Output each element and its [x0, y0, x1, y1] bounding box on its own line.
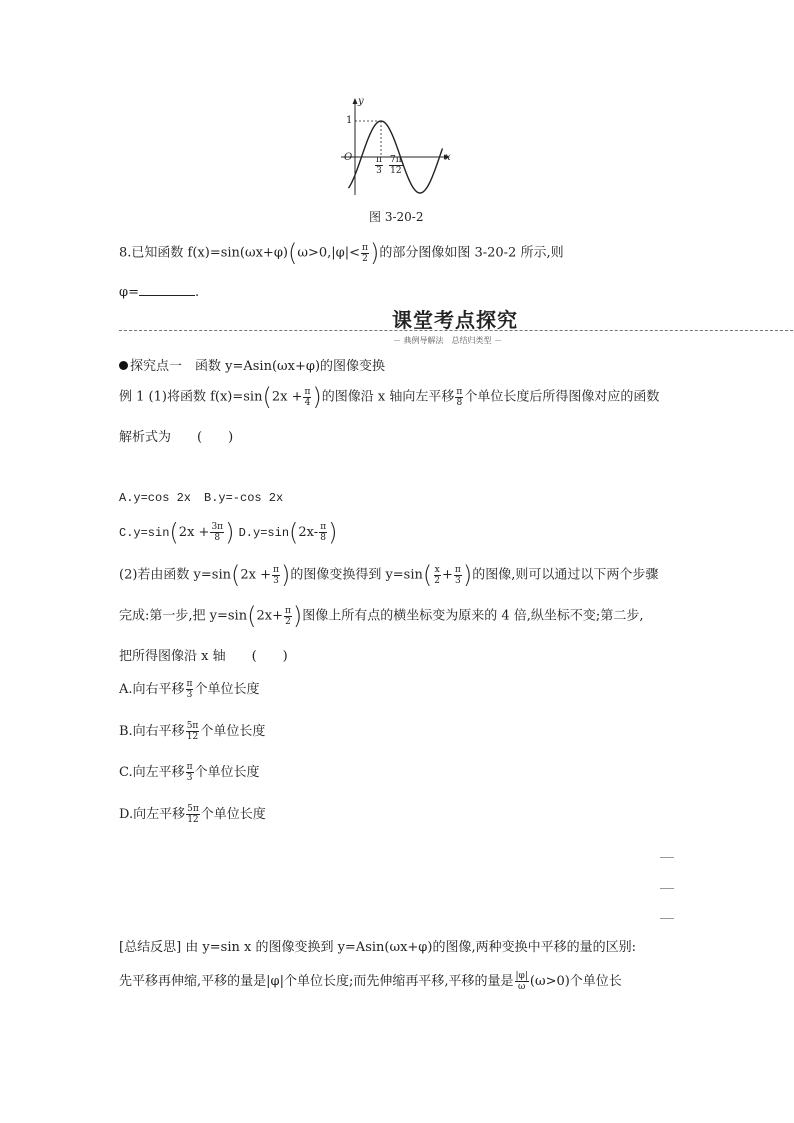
question-8-line1: 8.已知函数 f(x)=sin(ωx+φ)(ω>0,|φ|< $\frac{\pi}{2}$ )的部分图像如图 3-20-2 所示,则: [119, 239, 564, 267]
y-tick-label: 1: [346, 115, 353, 126]
option2-c[interactable]: [119, 761, 260, 783]
option2-d-text: D.向左平移: [119, 807, 186, 822]
topic-heading: [119, 355, 385, 374]
summary-l2-text-b: (ω>0)个单位长: [529, 974, 622, 989]
option-d-arg: 2x-: [298, 524, 319, 540]
example1-part2-line2: 完成:第一步,把 y=sin(2x+ $\frac{\pi}{2}$ )图像上所有点的横坐标变为原来的 4 倍,纵坐标不变;第二步,: [119, 602, 644, 630]
ex1-p2-l2-frac: $\frac{\pi}{2}$: [284, 605, 291, 627]
option2-b-frac: $\frac{5\pi}{12}$: [186, 721, 199, 742]
question-8-line2: [119, 283, 199, 300]
option-c-text: C.y=sin: [119, 525, 170, 540]
option2-b-text: B.向右平移: [119, 724, 185, 739]
option2-d-frac: $\frac{5\pi}{12}$: [187, 804, 199, 825]
option2-a-suffix: 个单位长度: [194, 682, 260, 697]
ex1-p2-frac3: $\frac{\pi}{3}$: [454, 564, 461, 586]
option2-a-frac: $\frac{\pi}{3}$: [186, 679, 193, 700]
y-axis-label: y: [358, 96, 364, 107]
option-b-text: B.y=-cos 2x: [204, 491, 284, 505]
option-a-text: A.y=cos 2x: [119, 491, 192, 505]
ex1-p1-text-a: 例 1 (1)将函数 f(x)=sin: [119, 389, 263, 405]
ex1-p2-arg: 2x +: [240, 567, 272, 583]
option2-d[interactable]: [119, 803, 266, 825]
ex1-p2-l2-text-a: 完成:第一步,把 y=sin: [119, 608, 248, 624]
example1-part2-line3: 把所得图像沿 x 轴 ( ): [119, 649, 288, 664]
summary-line2: [119, 970, 622, 992]
q8-prefix: 8.已知函数 f(x)=sin(ωx+φ): [119, 245, 288, 261]
option2-a-text: A.向右平移: [119, 682, 185, 697]
ex1-p2-l2-text-b: 图像上所有点的横坐标变为原来的 4 倍,纵坐标不变;第二步,: [302, 608, 644, 624]
x-axis-label: x: [445, 152, 451, 163]
ex1-p1-arg: 2x +: [271, 389, 303, 405]
section-title: 课堂考点探究: [392, 308, 518, 332]
option2-c-frac: $\frac{\pi}{3}$: [186, 762, 193, 783]
option2-d-suffix: 个单位长度: [200, 807, 266, 822]
ex1-p2-text-a: (2)若由函数 y=sin: [119, 567, 231, 583]
option-c-frac: $\frac{3\pi}{8}$: [211, 521, 224, 543]
margin-mark: [660, 888, 674, 889]
option2-c-text: C.向左平移: [119, 765, 185, 780]
option2-b[interactable]: [119, 720, 265, 742]
summary-l2-text-a: 先平移再伸缩,平移的量是|φ|个单位长度;而先伸缩再平移,平移的量是: [119, 974, 514, 989]
ex1-p1-text-c: 个单位长度后所得图像对应的函数: [464, 389, 660, 405]
ex1-p2-frac2: $\frac{x}{2}$: [434, 564, 440, 586]
summary-frac: $\frac{|\varphi|}{\omega}$: [515, 971, 528, 992]
q8-frac: $\frac{\pi}{2}$: [362, 242, 368, 264]
option-c-arg: 2x +: [178, 524, 210, 540]
x-tick-pi-3: $\frac{\pi}{3}$: [376, 155, 382, 176]
example1-part1-line2: 解析式为 ( ): [119, 430, 234, 445]
answer-blank[interactable]: [139, 283, 195, 296]
q8-answer-label: φ=: [119, 285, 139, 300]
option-c[interactable]: C.y=sin(2x + $\frac{3\pi}{8}$ ): [119, 518, 235, 546]
q8-end: .: [195, 285, 200, 300]
bullet-icon: [119, 361, 128, 370]
ex1-p2-text-b: 的图像变换得到 y=sin: [290, 567, 423, 583]
ex1-p1-frac: $\frac{\pi}{4}$: [304, 386, 311, 408]
option2-c-suffix: 个单位长度: [194, 765, 260, 780]
x-tick-7pi-12: $\frac{7\pi}{12}$: [390, 155, 402, 176]
option-a[interactable]: [119, 491, 191, 505]
ex1-p2-frac: $\frac{\pi}{3}$: [273, 564, 279, 586]
option-d-frac: $\frac{\pi}{8}$: [320, 521, 327, 543]
summary-line1: [总结反思] 由 y=sin x 的图像变换到 y=Asin(ωx+φ)的图像,两种变换中平移的量的区别:: [119, 940, 636, 955]
example1-part2-line1: (2)若由函数 y=sin(2x + $\frac{\pi}{3}$ )的图像变换得到 y=sin( $\frac{x}{2}$ + $\frac{\pi}{3}$ )的图像,则可以通过以下两个步骤: [119, 561, 659, 589]
ex1-p2-l2-arg: 2x+: [256, 608, 283, 624]
q8-suffix: 的部分图像如图 3-20-2 所示,则: [379, 245, 564, 261]
ex1-p1-shift-frac: $\frac{\pi}{8}$: [456, 386, 463, 408]
option2-b-suffix: 个单位长度: [200, 724, 266, 739]
option-b[interactable]: [204, 491, 283, 505]
q8-condition: ω>0,|φ|<: [297, 245, 361, 261]
origin-label: O: [344, 152, 353, 163]
option-c-d-line: [119, 520, 337, 544]
margin-mark: [660, 857, 674, 858]
ex1-p2-text-c: 的图像,则可以通过以下两个步骤: [472, 567, 659, 583]
section-subtitle: － 典例导解法 总结归类型 －: [393, 336, 503, 345]
ex1-p1-text-b: 的图像沿 x 轴向左平移: [321, 389, 455, 405]
figure-caption: 图 3-20-2: [369, 210, 424, 224]
option-d-text: D.y=sin: [238, 525, 290, 540]
option2-a[interactable]: [119, 678, 259, 700]
example1-part1-line1: 例 1 (1)将函数 f(x)=sin(2x + $\frac{\pi}{4}$ )的图像沿 x 轴向左平移 $\frac{\pi}{8}$ 个单位长度后所得图像对应的函数: [119, 383, 660, 411]
sine-graph-figure: [335, 95, 460, 205]
ex1-p2-plus: +: [442, 567, 453, 583]
topic-label: 探究点一 函数 y=Asin(ωx+φ)的图像变换: [130, 359, 386, 374]
margin-mark: [660, 918, 674, 919]
option-d[interactable]: D.y=sin(2x- $\frac{\pi}{8}$ ): [238, 518, 338, 546]
section-divider: [119, 330, 793, 331]
